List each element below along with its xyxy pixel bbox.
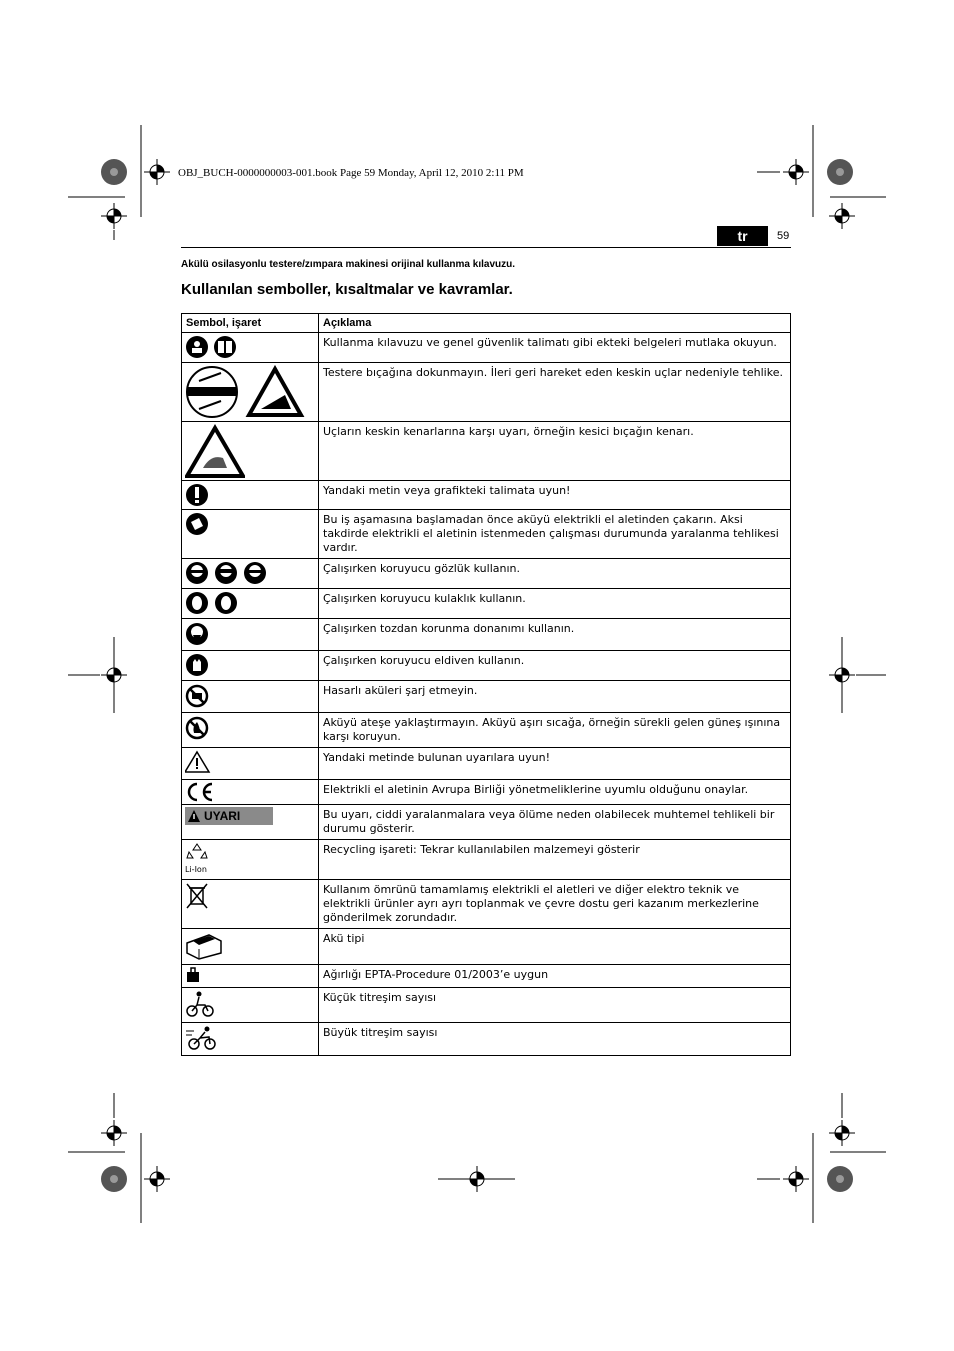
table-row [182,988,791,1023]
description-cell: Çalışırken koruyucu kulaklık kullanın. [319,589,791,619]
table-row [182,589,791,619]
weee-bin-icon [185,882,211,910]
table-row [182,780,791,805]
table-row [182,805,791,840]
table-row [182,840,791,880]
table-row [182,929,791,965]
description-cell: Uçların keskin kenarlarına karşı uyarı, örneğin kesici bıçağın kenarı. [319,422,791,481]
warning-badge-label: UYARI [204,809,241,823]
dust-mask-icon [185,621,211,647]
symbol-cell [182,805,319,840]
table-row [182,965,791,988]
table-row [182,363,791,422]
symbol-cell [182,363,319,422]
symbol-cell [182,510,319,559]
ce-mark-icon [185,782,215,802]
read-manual-icon [185,335,237,359]
symbol-cell [182,965,319,988]
table-row [182,422,791,481]
symbol-cell [182,713,319,748]
description-cell: Küçük titreşim sayısı [319,988,791,1023]
description-cell: Elektrikli el aletinin Avrupa Birliği yönetmeliklerine uyumlu olduğunu onaylar. [319,780,791,805]
description-cell: Ağırlığı EPTA-Procedure 01/2003’e uygun [319,965,791,988]
description-cell: Yandaki metinde bulunan uyarılara uyun! [319,748,791,780]
header-description: Açıklama [319,314,791,333]
table-row [182,713,791,748]
description-cell: Kullanma kılavuzu ve genel güvenlik talimatı gibi ekteki belgeleri mutlaka okuyun. [319,333,791,363]
table-row [182,748,791,780]
description-cell: Akü tipi [319,929,791,965]
symbol-cell [182,619,319,651]
symbol-cell [182,840,319,880]
symbol-cell [182,929,319,965]
warning-triangle-icon [185,750,211,774]
section-heading: Kullanılan semboller, kısaltmalar ve kavramlar. [181,281,513,298]
language-tab: tr [717,226,768,246]
symbol-cell [182,780,319,805]
table-row [182,681,791,713]
no-charge-damaged-icon [185,683,211,709]
table-row [182,559,791,589]
symbol-cell [182,748,319,780]
sharp-edge-warning-icon [185,424,245,478]
description-cell: Büyük titreşim sayısı [319,1023,791,1056]
description-cell: Çalışırken koruyucu gözlük kullanın. [319,559,791,589]
symbol-cell [182,681,319,713]
warning-triangle-small-icon [187,809,201,823]
description-cell: Bu iş aşamasına başlamadan önce aküyü elektrikli el aletinden çakarın. Aksi takdirde elektrikli el aletinin istenmeden çalışması durumunda yaralanma tehlikesi vardır. [319,510,791,559]
header-symbol: Sembol, işaret [182,314,319,333]
symbol-cell [182,559,319,589]
description-cell: Aküyü ateşe yaklaştırmayın. Aküyü aşırı sıcağa, örneğin sürekli gelen güneş ışınına karşı koruyun. [319,713,791,748]
description-cell: Recycling işareti: Tekrar kullanılabilen malzemeyi gösterir [319,840,791,880]
gloves-icon [185,653,211,677]
table-row [182,510,791,559]
header-rule [181,247,791,248]
symbol-cell [182,988,319,1023]
description-cell: Bu uyarı, ciddi yaralanmalara veya ölüme neden olabilecek muhtemel tehlikeli bir durumu gösterir. [319,805,791,840]
description-cell: Hasarlı aküleri şarj etmeyin. [319,681,791,713]
table-row [182,619,791,651]
table-row [182,481,791,510]
symbol-cell [182,1023,319,1056]
low-vibration-icon [185,990,215,1018]
remove-battery-icon [185,512,211,536]
mandatory-icon [185,483,211,507]
symbol-cell [182,589,319,619]
ear-protection-icon [185,591,241,615]
page-number: 59 [777,230,790,242]
battery-pack-icon [185,931,223,961]
symbol-cell [182,422,319,481]
description-cell: Çalışırken tozdan korunma donanımı kullanın. [319,619,791,651]
eye-protection-icon [185,561,269,585]
recycling-icon [185,842,209,862]
no-fire-icon [185,715,211,741]
liion-label: Li-Ion [185,865,207,874]
weight-icon [185,967,203,983]
table-row [182,1023,791,1056]
symbols-table [181,313,791,1056]
table-header-row [182,314,791,333]
print-line: OBJ_BUCH-0000000003-001.book Page 59 Monday, April 12, 2010 2:11 PM [178,167,524,179]
blade-attention-icon [185,365,305,419]
warning-badge-icon [185,807,273,825]
symbol-cell [182,481,319,510]
table-row [182,333,791,363]
description-cell: Kullanım ömrünü tamamlamış elektrikli el aletleri ve diğer elektro teknik ve elektrikli ürünler ayrı ayrı toplanmak ve çevre dostu geri kazanım merkezlerine gönderilmek zorundadır. [319,880,791,929]
description-cell: Yandaki metin veya grafikteki talimata uyun! [319,481,791,510]
document-subtitle: Akülü osilasyonlu testere/zımpara makinesi orijinal kullanma kılavuzu. [181,259,516,270]
description-cell: Çalışırken koruyucu eldiven kullanın. [319,651,791,681]
table-row [182,651,791,681]
symbol-cell [182,333,319,363]
symbol-cell [182,880,319,929]
high-vibration-icon [185,1025,219,1051]
description-cell: Testere bıçağına dokunmayın. İleri geri hareket eden keskin uçlar nedeniyle tehlike. [319,363,791,422]
symbol-cell [182,651,319,681]
table-row [182,880,791,929]
